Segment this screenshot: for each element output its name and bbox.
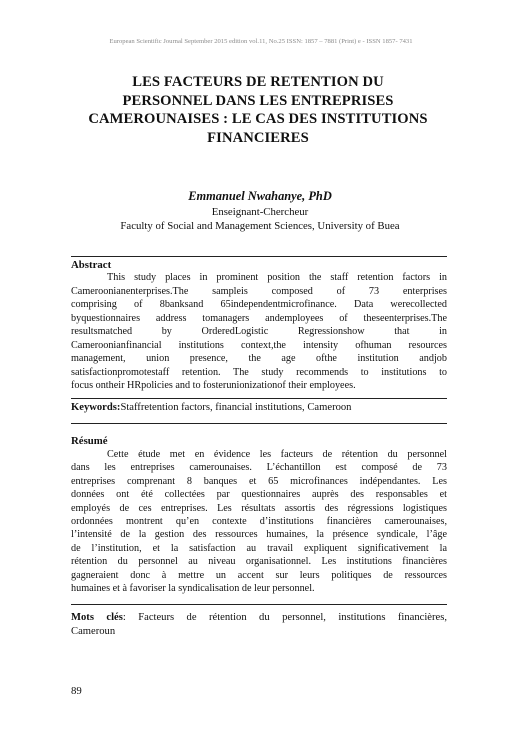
title-line: CAMEROUNAISES : LE CAS DES INSTITUTIONS [88, 111, 428, 127]
title-line: PERSONNEL DANS LES ENTREPRISES [122, 92, 394, 109]
resume-line: ordonnées montrent qu’en contexte d’institutions financières camerounaises, [71, 515, 447, 527]
abstract-line: satisfactionpromotestaff retention. The study recommends to institutions to [71, 366, 447, 378]
resume-line: entreprises comprenant 8 banques et 65 microfinances indépendantes. Les [71, 475, 447, 487]
resume-line: humaines et à favoriser la syndicalisation de leur personnel. [71, 582, 315, 594]
author-affiliation: Faculty of Social and Management Sciences, University of Buea [120, 220, 400, 232]
abstract-line: Cameroonianfinancial institutions context,the intensity ofhuman resources [71, 339, 447, 351]
divider [71, 256, 447, 257]
resume-line: rétention du personnel au niveau organisationnel. Les institutions financières [71, 556, 447, 568]
abstract-body [71, 271, 447, 393]
resume-line: dans les entreprises camerounaises. L’échantillon est composé de 73 [71, 462, 447, 474]
resume-line: gagneraient donc à mettre un accent sur leurs politiques de ressources [71, 569, 447, 581]
abstract-line: management, union presence, the age ofthe institution andjob [71, 353, 447, 364]
page-number: 89 [71, 685, 82, 697]
author-role: Enseignant-Chercheur [211, 206, 309, 218]
keywords-text: Staffretention factors, financial institutions, Cameroon [120, 402, 352, 413]
abstract-line: focus ontheir HRpolicies and to fosterunionizationof their employees. [71, 380, 356, 391]
resume-line: Cette étude met en évidence les facteurs de rétention du personnel [107, 449, 447, 460]
paper-title [66, 73, 450, 147]
title-line: LES FACTEURS DE RETENTION DU [132, 74, 384, 90]
divider [71, 398, 447, 399]
abstract-line: This study places in prominent position the staff retention factors in [107, 272, 447, 283]
mots-cles [71, 611, 447, 638]
mots-cles-text: : Facteurs de rétention du personnel, institutions financières, [122, 612, 447, 623]
mots-cles-label: Mots clés [71, 612, 123, 623]
keywords [71, 402, 447, 413]
abstract-line: comprising of 8banksand 65independentmicrofinance. Data werecollected [71, 299, 447, 310]
mots-cles-text-cont: Cameroun [71, 625, 116, 637]
resume-line: employés de ces entreprises. Les résultats assortis des régressions logistiques [71, 502, 447, 514]
resume-line: l’intensité de la gestion des ressources humaines, la présence syndicale, l’âge [71, 529, 447, 541]
resume-line: données ont été collectées par questionnaires auprès des responsables et [71, 489, 447, 501]
resume-body [71, 448, 447, 595]
abstract-heading: Abstract [71, 259, 112, 271]
resume-heading: Résumé [71, 435, 108, 447]
journal-header: European Scientific Journal September 2015 edition vol.11, No.25 ISSN: 1857 – 7881 (Print) e - ISSN 1857- 7431 [109, 38, 413, 45]
abstract-line: resultsmatched by OrderedLogistic Regressionshow that in [71, 326, 447, 337]
abstract-line: Cameroonianenterprises.The sampleis composed of 73 enterprises [71, 285, 447, 297]
resume-line: de l’institution, et la satisfaction au travail expliquent significativement la [71, 542, 447, 554]
divider [71, 423, 447, 424]
divider [71, 604, 447, 605]
author-name: Emmanuel Nwahanye, PhD [188, 189, 332, 203]
abstract-line: byquestionnaires address tomanagers andemployees of theseenterprises.The [71, 312, 447, 324]
title-line: FINANCIERES [207, 129, 309, 146]
keywords-label: Keywords: [71, 402, 121, 413]
